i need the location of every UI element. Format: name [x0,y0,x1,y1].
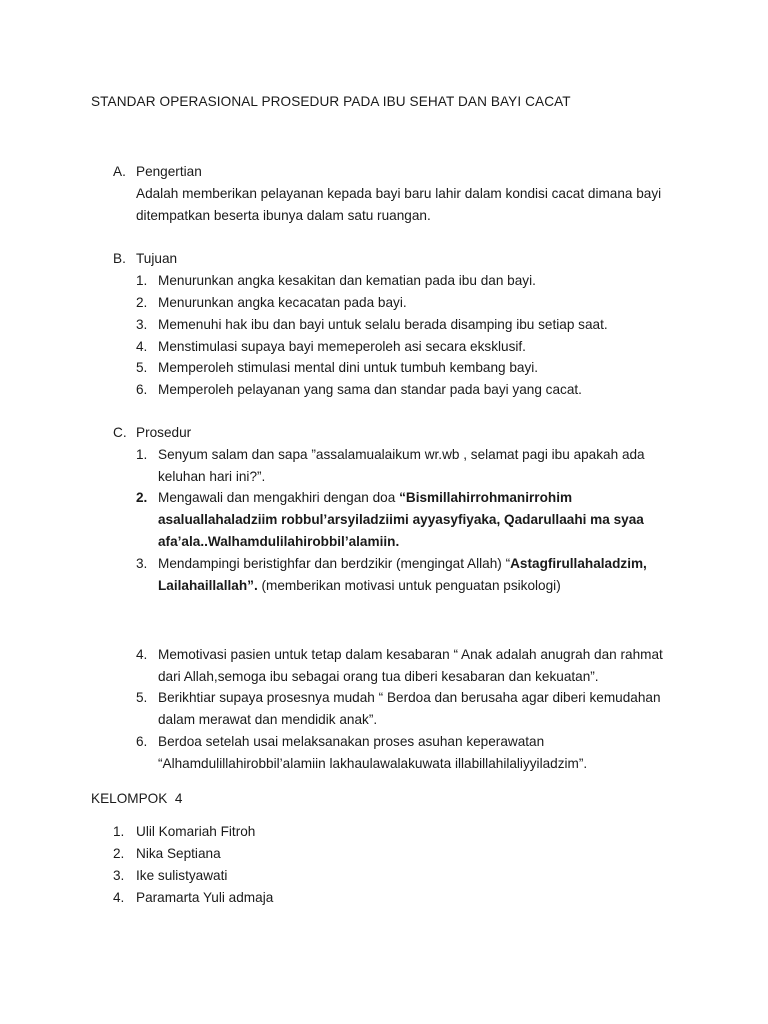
tujuan-item-number: 3. [136,317,148,332]
prosedur-item-text: keluhan hari ini?”. [158,469,266,484]
tujuan-item-number: 6. [136,382,148,397]
section-c-letter: C. [113,425,127,440]
tujuan-item-number: 1. [136,273,148,288]
tujuan-item-text: Memenuhi hak ibu dan bayi untuk selalu berada disamping ibu setiap saat. [158,317,608,332]
prosedur-item-text [158,577,561,595]
member-number: 3. [113,868,125,883]
tujuan-item-number: 4. [136,339,148,354]
prosedur-text-bold: Astagfirullahaladzim, [510,556,647,571]
prosedur-text-regular: (memberikan motivasi untuk penguatan psikologi) [257,578,561,593]
prosedur-item-number: 6. [136,734,148,749]
prosedur-item-text: dalam merawat dan mendidik anak”. [158,712,378,727]
prosedur-item-text: “Alhamdulillahirobbil’alamiin lakhaulawalakuwata illabillahilaliyyiladzim”. [158,756,588,771]
prosedur-item-text: Memotivasi pasien untuk tetap dalam kesabaran “ Anak adalah anugrah dan rahmat [158,647,663,662]
member-name: Ulil Komariah Fitroh [136,824,256,839]
section-c-heading: Prosedur [136,425,192,440]
tujuan-item-text: Menstimulasi supaya bayi memeperoleh asi secara eksklusif. [158,339,526,354]
section-a-letter: A. [113,164,126,179]
member-number: 1. [113,824,125,839]
section-a-text-line-1: Adalah memberikan pelayanan kepada bayi baru lahir dalam kondisi cacat dimana bayi [136,186,662,201]
kelompok-label: KELOMPOK 4 [91,791,183,806]
prosedur-item-text: Berikhtiar supaya prosesnya mudah “ Berdoa dan berusaha agar diberi kemudahan [158,690,661,705]
section-a-heading: Pengertian [136,164,202,179]
tujuan-item-number: 5. [136,360,148,375]
prosedur-text-bold: Lailahaillallah”. [158,578,258,593]
prosedur-item-text: Berdoa setelah usai melaksanakan proses asuhan keperawatan [158,734,545,749]
prosedur-item-text: Senyum salam dan sapa ”assalamualaikum wr.wb , selamat pagi ibu apakah ada [158,447,645,462]
prosedur-item-number: 2. [136,490,148,505]
prosedur-text-regular: Mengawali dan mengakhiri dengan doa [158,490,400,505]
prosedur-item-number: 3. [136,556,148,571]
prosedur-item-number: 1. [136,447,148,462]
prosedur-text-regular: Mendampingi beristighfar dan berdzikir (mengingat Allah) “ [158,556,511,571]
member-number: 2. [113,846,125,861]
tujuan-item-text: Memperoleh pelayanan yang sama dan standar pada bayi yang cacat. [158,382,582,397]
tujuan-item-text: Menurunkan angka kesakitan dan kematian pada ibu dan bayi. [158,273,536,288]
member-name: Ike sulistyawati [136,868,228,883]
prosedur-item-text: dari Allah,semoga ibu sebagai orang tua diberi kesabaran dan kekuatan”. [158,669,599,684]
prosedur-item-text [158,555,647,573]
section-a-text-line-2: ditempatkan beserta ibunya dalam satu ruangan. [136,208,431,223]
prosedur-text-bold: “Bismillahirrohmanirrohim [399,490,573,505]
tujuan-item-number: 2. [136,295,148,310]
member-name: Nika Septiana [136,846,221,861]
prosedur-item-text [158,489,572,507]
member-name: Paramarta Yuli admaja [136,890,274,905]
document-title: STANDAR OPERASIONAL PROSEDUR PADA IBU SEHAT DAN BAYI CACAT [91,94,571,109]
prosedur-item-text: afa’ala..Walhamdulilahirobbil’alamiin. [158,534,400,549]
tujuan-item-text: Menurunkan angka kecacatan pada bayi. [158,295,407,310]
member-number: 4. [113,890,125,905]
section-b-letter: B. [113,251,126,266]
tujuan-item-text: Memperoleh stimulasi mental dini untuk tumbuh kembang bayi. [158,360,539,375]
prosedur-item-text: asaluallahaladziim robbul’arsyiladziimi ayyasyfiyaka, Qadarullaahi ma syaa [158,512,644,527]
section-b-heading: Tujuan [136,251,178,266]
prosedur-item-number: 5. [136,690,148,705]
prosedur-item-number: 4. [136,647,148,662]
